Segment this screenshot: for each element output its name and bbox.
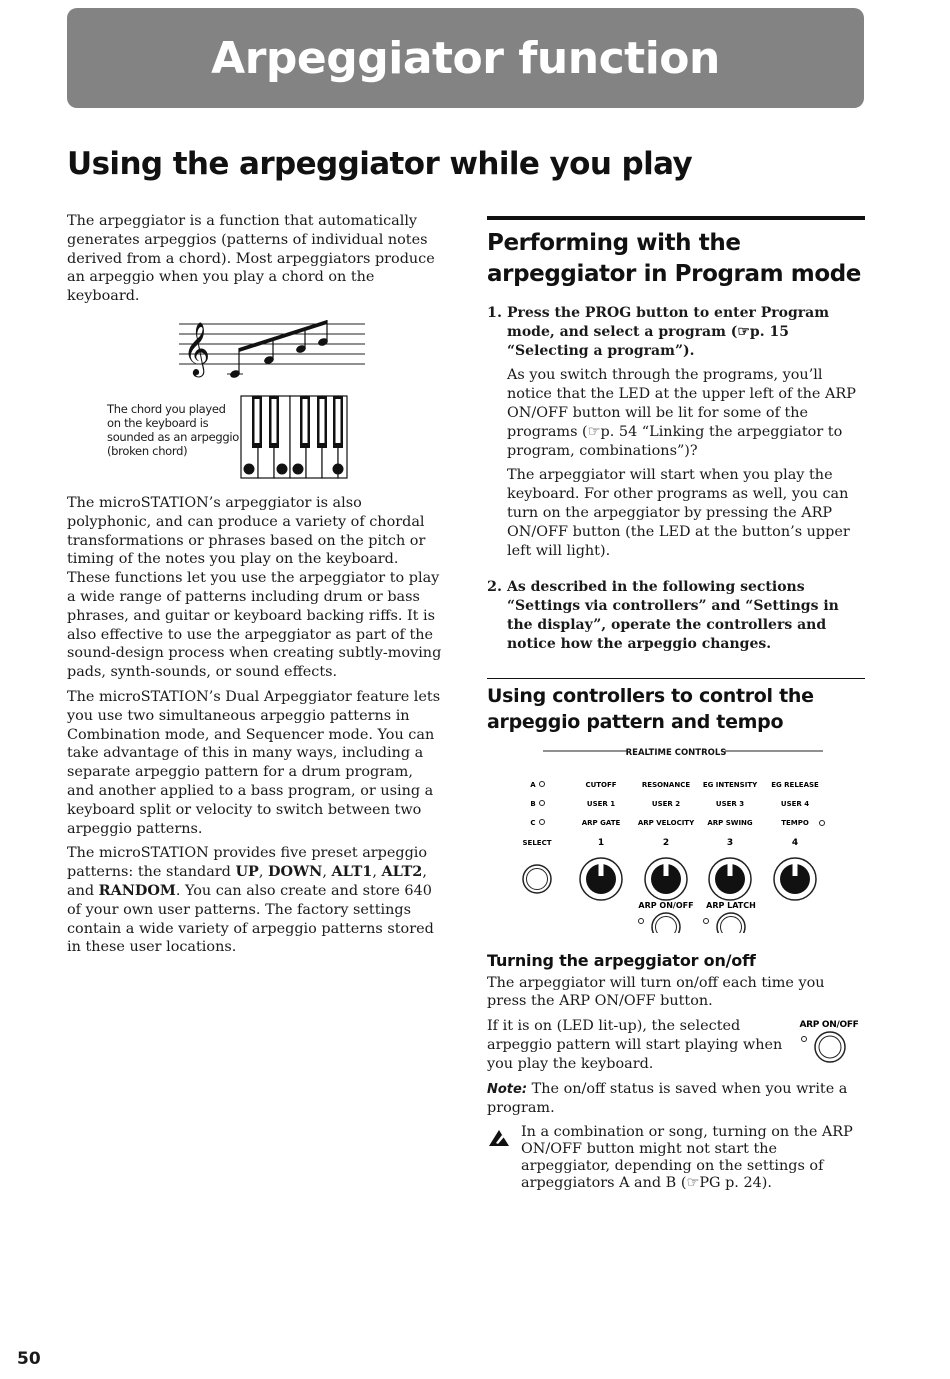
- page-title: Using the arpeggiator while you play: [67, 146, 693, 182]
- figure-caption: The chord you played on the keyboard is sounded as an arpeggio (broken chord): [107, 401, 240, 458]
- arp-latch-label: ARP LATCH: [706, 900, 756, 910]
- caution-pen-icon: [487, 1128, 511, 1148]
- caution-block: [487, 1124, 865, 1192]
- arp-on-off-label: ARP ON/OFF: [638, 900, 694, 910]
- text-run: ,: [258, 864, 268, 881]
- subsection-title: Using controllers to control the arpeggio pattern and tempo: [487, 684, 814, 733]
- right-column: [487, 216, 865, 1192]
- note-paragraph: [487, 1080, 865, 1119]
- user4-label: USER 4: [780, 799, 810, 808]
- text-run: The microSTATION provides five preset arpeggio patterns: the standard: [67, 845, 428, 881]
- select-button[interactable]: [523, 865, 551, 893]
- realtime-controls-diagram: [485, 743, 865, 933]
- knob-2[interactable]: [645, 858, 687, 900]
- subsection-header: [487, 678, 865, 735]
- onoff-inline-figure: [487, 1017, 865, 1079]
- page-number: 50: [17, 1349, 41, 1369]
- row-label-b: B: [530, 799, 536, 808]
- step-1: [487, 304, 865, 566]
- polyphonic-paragraph: The microSTATION’s arpeggiator is also polyphonic, and can produce a variety of chordal transformations or phrases based on the pitch or timing of the notes you play on the keyboard. These functions let you use the arpeggiator to play a wide range of patterns including drum or bass phrases, and guitar or keyboard backing riffs. It is also effective to use the arpeggiator as part of the sound-design process when creating subtly-moving pads, synth-sounds, or sound effects.: [67, 494, 442, 681]
- user1-label: USER 1: [586, 799, 616, 808]
- note-label: Note:: [487, 1081, 528, 1097]
- arpeggio-staff-figure: [177, 312, 442, 386]
- tempo-label: TEMPO: [781, 818, 809, 827]
- caution-text: In a combination or song, turning on the ARP ON/OFF button might not start the arpeggiator, depending on the settings of arpeggiators A and B (☞PG p. 24).: [521, 1124, 853, 1192]
- svg-text:𝄞: 𝄞: [183, 320, 211, 375]
- arp-latch-led-icon: [704, 918, 709, 923]
- eg-release-label: EG RELEASE: [771, 780, 819, 789]
- step-paragraph: The arpeggiator will start when you play the keyboard. For other programs as well, you can turn on the arpeggiator by pressing the ARP ON/OFF button (the LED at the button’s upper left will light).: [507, 467, 850, 559]
- arp-on-off-figure: [795, 1017, 865, 1065]
- note-text: The on/off status is saved when you write a program.: [487, 1080, 848, 1117]
- panel-header: REALTIME CONTROLS: [625, 747, 727, 758]
- intro-paragraph: The arpeggiator is a function that automatically generates arpeggios (patterns of individual notes derived from a chord). Most arpeggiators produce an arpeggio when you play a chord on the keyboard.: [67, 213, 435, 305]
- section-title: Performing with the arpeggiator in Program mode: [487, 230, 862, 287]
- step-number: 1.: [487, 304, 503, 321]
- pattern-down: DOWN: [267, 863, 323, 881]
- knob-1-number: 1: [597, 837, 605, 848]
- keyboard-keys-icon: [239, 394, 349, 482]
- user2-label: USER 2: [651, 799, 681, 808]
- knob-4[interactable]: [774, 858, 816, 900]
- knob-3[interactable]: [709, 858, 751, 900]
- pattern-alt1: ALT1: [331, 863, 373, 881]
- realtime-controls-panel: [485, 743, 865, 937]
- pattern-alt2: ALT2: [381, 863, 423, 881]
- arp-latch-button[interactable]: [717, 913, 745, 933]
- step-lead: As described in the following sections “Settings via controllers” and “Settings in the display”, operate the controllers and notice how the arpeggio changes.: [507, 579, 839, 652]
- eg-intensity-label: EG INTENSITY: [702, 780, 758, 789]
- text-run: . You can also create and store 640 of your own user patterns. The factory settings contain a wide variety of arpeggio patterns stored in these user locations.: [67, 882, 434, 956]
- music-staff-icon: [177, 312, 367, 382]
- led-b-icon: [540, 800, 545, 805]
- pattern-random: RANDOM: [98, 881, 176, 899]
- select-label: SELECT: [522, 838, 552, 847]
- text-run: ,: [322, 864, 332, 881]
- step-number: 2.: [487, 578, 503, 596]
- step-paragraph: As you switch through the programs, you’ll notice that the LED at the upper left of the ARP ON/OFF button will be lit for some of the programs (☞p. 54 “Linking the arpeggiator to program, combinations”)?: [507, 367, 856, 459]
- arp-swing-label: ARP SWING: [707, 818, 753, 827]
- dual-arpeggiator-paragraph: The microSTATION’s Dual Arpeggiator feature lets you use two simultaneous arpeggio patterns in Combination mode, and Sequencer mode. You can take advantage of this in many ways, including a separate arpeggio pattern for a drum program, and another applied to a bass program, or using a keyboard split or velocity to switch between two arpeggio patterns.: [67, 688, 441, 837]
- text-run: , and: [67, 864, 427, 899]
- keyboard-figure: [107, 394, 442, 482]
- led-icon: [802, 1037, 807, 1042]
- cutoff-label: CUTOFF: [585, 780, 617, 789]
- onoff-paragraph-2: If it is on (LED lit-up), the selected arpeggio pattern will start playing when you play the keyboard.: [487, 1018, 783, 1072]
- left-column: [67, 212, 442, 963]
- knob-2-number: 2: [662, 837, 670, 848]
- row-label-a: A: [530, 780, 536, 789]
- resonance-label: RESONANCE: [641, 780, 691, 789]
- text-run: ,: [372, 864, 382, 881]
- preset-patterns-paragraph: [67, 844, 442, 957]
- chapter-title: Arpeggiator function: [211, 32, 720, 84]
- arp-velocity-label: ARP VELOCITY: [637, 818, 695, 827]
- arp-on-off-figure-label: ARP ON/OFF: [799, 1020, 859, 1031]
- step-2: [487, 578, 865, 659]
- arp-on-off-led-icon: [639, 918, 644, 923]
- led-a-icon: [540, 781, 545, 786]
- onoff-paragraph-1: The arpeggiator will turn on/off each time you press the ARP ON/OFF button.: [487, 974, 825, 1010]
- row-label-c: C: [530, 818, 536, 827]
- knob-4-number: 4: [791, 837, 799, 848]
- chapter-banner: [67, 8, 864, 108]
- arp-on-off-button[interactable]: [652, 913, 680, 933]
- onoff-title: Turning the arpeggiator on/off: [487, 950, 756, 970]
- step-lead: Press the PROG button to enter Program mode, and select a program (☞p. 15 “Selecting a program”).: [507, 305, 830, 359]
- pattern-up: UP: [235, 863, 259, 881]
- arp-gate-label: ARP GATE: [581, 818, 621, 827]
- user3-label: USER 3: [715, 799, 745, 808]
- knob-1[interactable]: [580, 858, 622, 900]
- knob-3-number: 3: [726, 837, 734, 848]
- tempo-led-icon: [820, 820, 825, 825]
- section-header: [487, 216, 865, 290]
- led-c-icon: [540, 819, 545, 824]
